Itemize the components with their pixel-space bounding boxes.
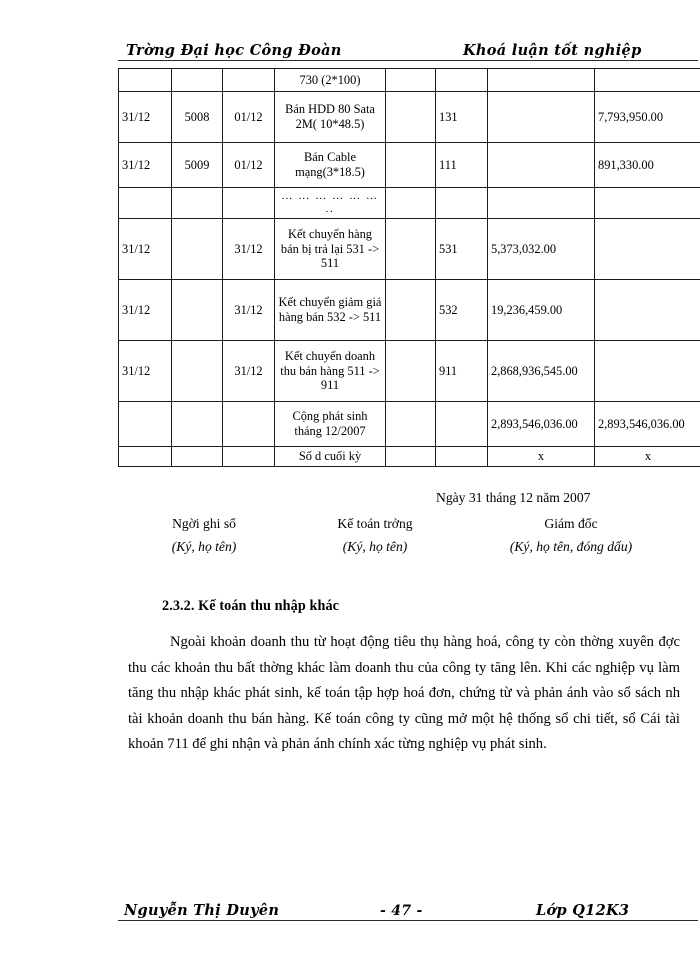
cell-doc-date (223, 401, 275, 446)
cell-credit (595, 279, 700, 340)
table-row (119, 92, 700, 143)
running-header (118, 38, 698, 61)
cell-description: Số d cuối kỳ (275, 446, 386, 466)
cell-account (436, 446, 488, 466)
cell-account: 531 (436, 218, 488, 279)
header-thesis-title: Khoá luận tốt nghiệp (463, 42, 642, 59)
cell-doc-no (172, 340, 223, 401)
cell-doc-date: 01/12 (223, 92, 275, 143)
cell-blank (386, 143, 436, 188)
cell-account (436, 401, 488, 446)
cell-debit (488, 188, 595, 219)
cell-date: 31/12 (119, 92, 172, 143)
cell-blank (386, 188, 436, 219)
body-paragraph: Ngoài khoản doanh thu từ hoạt động tiêu thụ hàng hoá, công ty còn thờng xuyên đợc thu các khoản thu bất thờng khác làm doanh thu của công ty tăng lên. Khi các nghiệp vụ làm tăng thu nhập khác phát sinh, kế toán tập hợp hoá đơn, chứng từ và phản ánh vào sổ sách nh tài khoản doanh thu bán hàng. Kế toán công ty cũng mở một hệ thống sổ chi tiết, sổ Cái tài khoản 711 để ghi nhận và phản ánh chính xác từng nghiệp vụ phát sinh. (128, 634, 680, 752)
cell-credit (595, 340, 700, 401)
cell-credit (595, 218, 700, 279)
table-row (119, 401, 700, 446)
cell-description: … … … … … … .. (275, 188, 386, 219)
cell-credit: 891,330.00 (595, 143, 700, 188)
cell-credit (595, 188, 700, 219)
cell-description: Bán Cable mạng(3*18.5) (275, 143, 386, 188)
signature-note-label: (Ký, họ tên) (171, 539, 237, 554)
cell-date (119, 188, 172, 219)
signature-role-label: Ngời ghi sổ (172, 516, 236, 531)
signature-role-label: Giám đốc (544, 516, 598, 531)
cell-debit: 2,893,546,036.00 (488, 401, 595, 446)
signature-column-director (466, 516, 676, 555)
cell-debit (488, 143, 595, 188)
cell-account: 111 (436, 143, 488, 188)
cell-doc-no (172, 69, 223, 92)
cell-date (119, 446, 172, 466)
table-row (119, 188, 700, 219)
footer-author-name: Nguyễn Thị Duyên (124, 902, 280, 919)
cell-date: 31/12 (119, 340, 172, 401)
cell-credit (595, 69, 700, 92)
cell-blank (386, 218, 436, 279)
signature-column-recorder (124, 516, 284, 555)
cell-account: 131 (436, 92, 488, 143)
cell-doc-date: 31/12 (223, 218, 275, 279)
section-heading: 2.3.2. Kế toán thu nhập khác (162, 598, 340, 614)
cell-credit: 7,793,950.00 (595, 92, 700, 143)
table-row (119, 279, 700, 340)
cell-blank (386, 401, 436, 446)
signature-roles (118, 516, 680, 560)
cell-account: 532 (436, 279, 488, 340)
cell-doc-date (223, 69, 275, 92)
table-row (119, 218, 700, 279)
footer-class-name: Lớp Q12K3 (536, 902, 630, 919)
cell-blank (386, 340, 436, 401)
cell-date: 31/12 (119, 143, 172, 188)
ledger-table (118, 68, 700, 467)
cell-account (436, 188, 488, 219)
signature-note-label: (Ký, họ tên) (342, 539, 408, 554)
cell-description: Kết chuyển doanh thu bán hàng 511 -> 911 (275, 340, 386, 401)
cell-blank (386, 92, 436, 143)
cell-debit (488, 69, 595, 92)
cell-doc-no (172, 188, 223, 219)
cell-doc-no: 5009 (172, 143, 223, 188)
cell-description: Cộng phát sinh tháng 12/2007 (275, 401, 386, 446)
cell-debit (488, 92, 595, 143)
cell-account (436, 69, 488, 92)
table-row (119, 340, 700, 401)
cell-doc-date (223, 446, 275, 466)
cell-date (119, 401, 172, 446)
cell-description: 730 (2*100) (275, 69, 386, 92)
cell-debit: 2,868,936,545.00 (488, 340, 595, 401)
cell-account: 911 (436, 340, 488, 401)
running-footer (118, 898, 698, 921)
cell-description: Bán HDD 80 Sata 2M( 10*48.5) (275, 92, 386, 143)
cell-doc-no (172, 446, 223, 466)
cell-doc-no (172, 401, 223, 446)
cell-doc-no (172, 218, 223, 279)
cell-doc-no (172, 279, 223, 340)
cell-blank (386, 69, 436, 92)
cell-debit: x (488, 446, 595, 466)
cell-debit: 19,236,459.00 (488, 279, 595, 340)
table-row (119, 143, 700, 188)
table-row (119, 446, 700, 466)
cell-credit: 2,893,546,036.00 (595, 401, 700, 446)
signature-note-label: (Ký, họ tên, đóng dấu) (509, 539, 633, 554)
cell-blank (386, 279, 436, 340)
footer-page-number: - 47 - (380, 903, 423, 919)
header-university-name: Trờng Đại học Công Đoàn (126, 42, 342, 59)
signature-column-chief-accountant (300, 516, 450, 555)
cell-date: 31/12 (119, 279, 172, 340)
cell-description: Kết chuyển giảm giá hàng bán 532 -> 511 (275, 279, 386, 340)
cell-debit: 5,373,032.00 (488, 218, 595, 279)
cell-blank (386, 446, 436, 466)
signature-role-label: Kế toán trởng (337, 516, 413, 531)
cell-doc-date: 31/12 (223, 340, 275, 401)
cell-doc-date: 31/12 (223, 279, 275, 340)
cell-doc-no: 5008 (172, 92, 223, 143)
table-row (119, 69, 700, 92)
cell-description: Kết chuyển hàng bán bị trả lại 531 -> 511 (275, 218, 386, 279)
cell-doc-date: 01/12 (223, 143, 275, 188)
cell-doc-date (223, 188, 275, 219)
signature-date: Ngày 31 tháng 12 năm 2007 (436, 490, 591, 505)
cell-date: 31/12 (119, 218, 172, 279)
cell-date (119, 69, 172, 92)
cell-credit: x (595, 446, 700, 466)
